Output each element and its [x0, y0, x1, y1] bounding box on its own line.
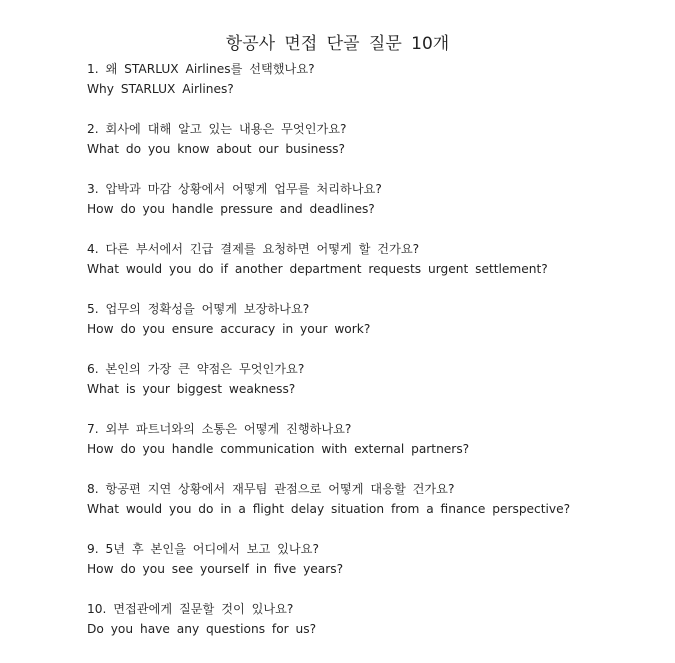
question-english: How do you ensure accuracy in your work? [87, 322, 371, 336]
question-english: What is your biggest weakness? [87, 382, 296, 396]
question-item-7 [87, 419, 667, 479]
question-item-10 [87, 599, 667, 659]
question-item-2 [87, 119, 667, 179]
question-english: How do you see yourself in five years? [87, 562, 344, 576]
question-english: What do you know about our business? [87, 142, 346, 156]
question-english: What would you do if another department requests urgent settlement? [87, 262, 548, 276]
question-english: Why STARLUX Airlines? [87, 82, 234, 96]
question-item-1 [87, 59, 667, 119]
question-english: How do you handle communication with external partners? [87, 442, 470, 456]
question-english: How do you handle pressure and deadlines? [87, 202, 375, 216]
question-korean: 10. 면접관에게 질문할 것이 있나요? [87, 602, 294, 616]
question-item-4 [87, 239, 667, 299]
question-korean: 7. 외부 파트너와의 소통은 어떻게 진행하나요? [87, 422, 352, 436]
question-english: Do you have any questions for us? [87, 622, 317, 636]
question-korean: 3. 압박과 마감 상황에서 어떻게 업무를 처리하나요? [87, 182, 382, 196]
question-list [87, 59, 667, 659]
question-korean: 9. 5년 후 본인을 어디에서 보고 있나요? [87, 542, 319, 556]
question-korean: 6. 본인의 가장 큰 약점은 무엇인가요? [87, 362, 305, 376]
question-korean: 8. 항공편 지연 상황에서 재무팀 관점으로 어떻게 대응할 건가요? [87, 482, 455, 496]
question-item-3 [87, 179, 667, 239]
question-item-6 [87, 359, 667, 419]
document-title: 항공사 면접 단골 질문 10개 [225, 34, 450, 54]
question-korean: 1. 왜 STARLUX Airlines를 선택했나요? [87, 62, 315, 76]
question-english: What would you do in a flight delay situation from a finance perspective? [87, 502, 571, 516]
question-korean: 5. 업무의 정확성을 어떻게 보장하나요? [87, 302, 310, 316]
question-korean: 2. 회사에 대해 알고 있는 내용은 무엇인가요? [87, 122, 347, 136]
question-korean: 4. 다른 부서에서 긴급 결제를 요청하면 어떻게 할 건가요? [87, 242, 420, 256]
question-item-9 [87, 539, 667, 599]
question-item-5 [87, 299, 667, 359]
question-item-8 [87, 479, 667, 539]
